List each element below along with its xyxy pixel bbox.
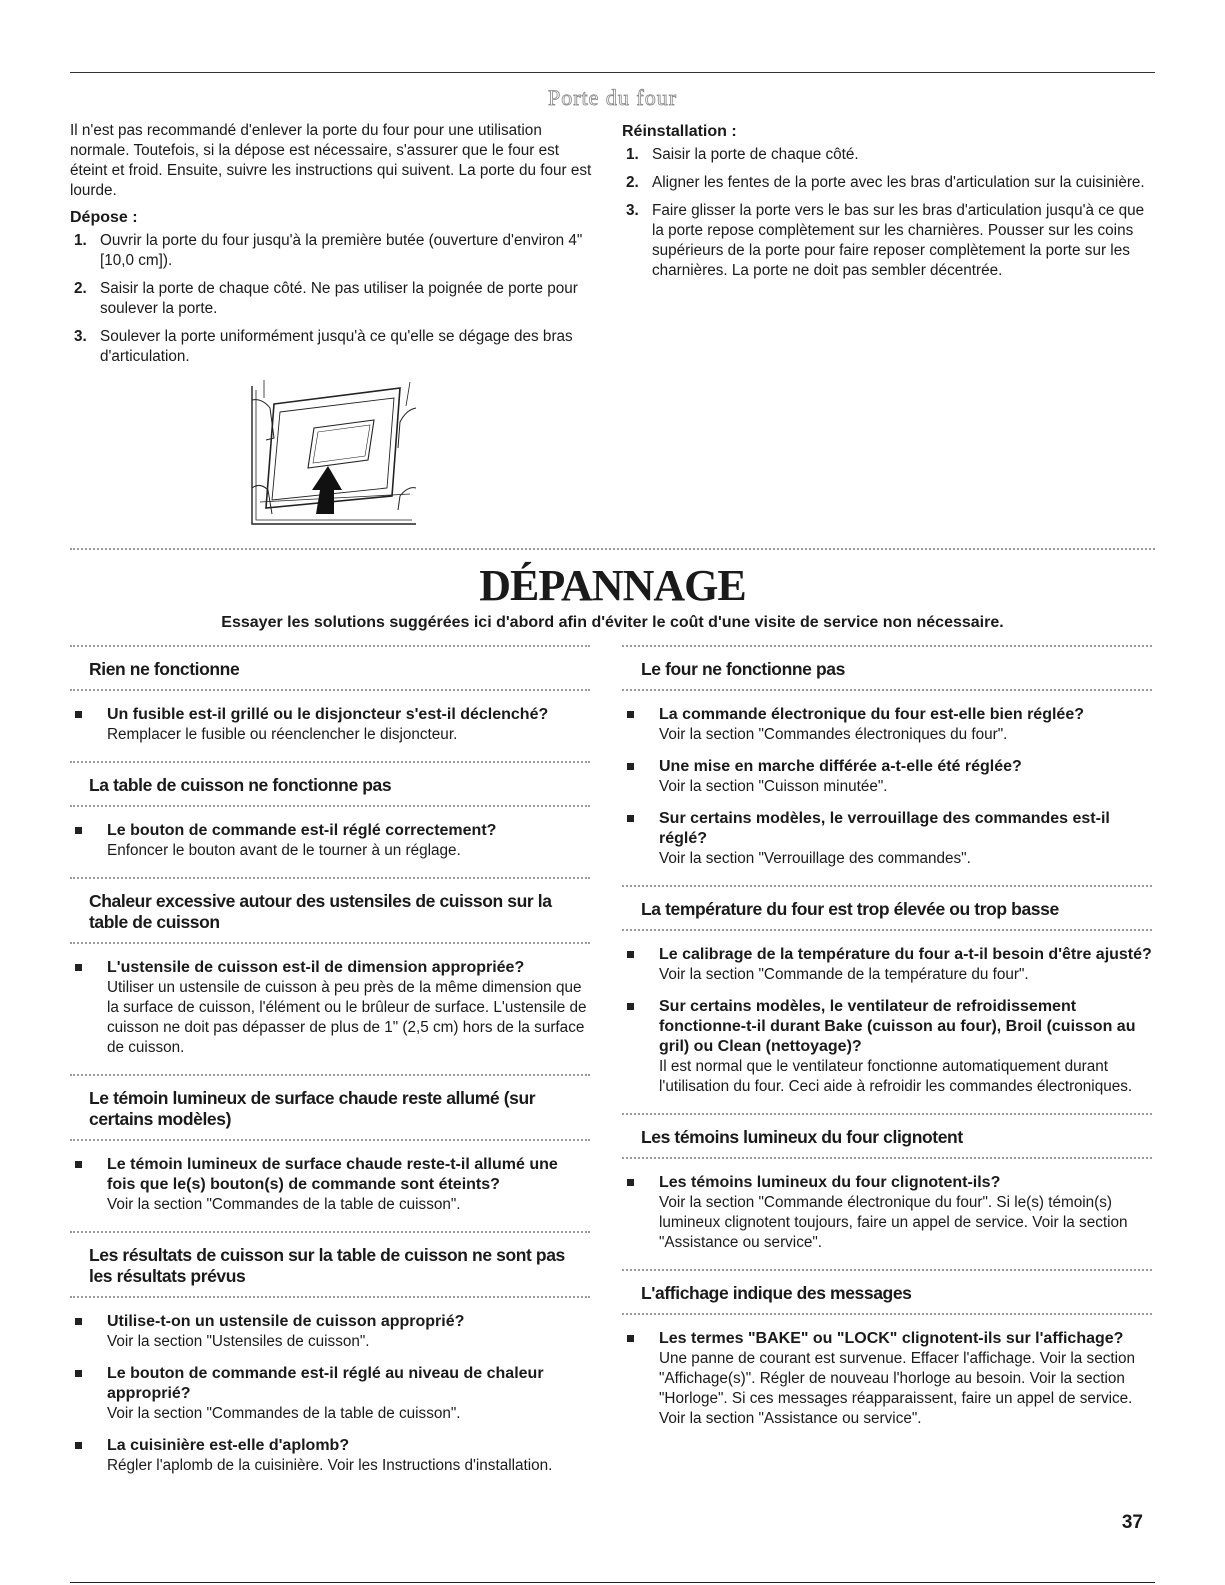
bullet-icon (75, 827, 82, 834)
door-right-column (622, 121, 1147, 289)
bullet-icon (75, 711, 82, 718)
removal-step: 2. Saisir la porte de chaque côté. Ne pas utiliser la poignée de porte pour soulever la porte. (74, 280, 578, 317)
ts-section-heading: Le four ne fonctionne pas (622, 645, 1152, 691)
ts-section-heading: La température du four est trop élevée ou trop basse (622, 885, 1152, 931)
troubleshooting-subtitle: Essayer les solutions suggérées ici d'abord afin d'éviter le coût d'une visite de service non nécessaire. (221, 614, 1004, 631)
reinstall-step: 2. Aligner les fentes de la porte avec les bras d'articulation sur la cuisinière. (626, 174, 1145, 191)
ts-section-heading: Le témoin lumineux de surface chaude reste allumé (sur certains modèles) (70, 1074, 590, 1141)
section-divider (70, 548, 1155, 550)
removal-heading: Dépose : (70, 209, 138, 226)
bullet-icon (627, 1003, 634, 1010)
top-rule (70, 72, 1155, 73)
removal-step: 1. Ouvrir la porte du four jusqu'à la première butée (ouverture d'environ 4" [10,0 cm]). (74, 232, 583, 269)
ts-section (622, 885, 1152, 1097)
ts-section (70, 761, 590, 861)
ts-item: Le calibrage de la température du four a-t-il besoin d'être ajusté? Voir la section "Commande de la température du four". (622, 945, 1152, 985)
ts-item: Un fusible est-il grillé ou le disjoncteur s'est-il déclenché? Remplacer le fusible ou réenclencher le disjoncteur. (70, 705, 590, 745)
reinstall-step: 3. Faire glisser la porte vers le bas sur les bras d'articulation jusqu'à ce que la porte repose complètement sur les charnières. Pousser sur les coins supérieurs de la porte pour faire reposer complètement la porte sur les charnières. La porte ne doit pas sembler décentrée. (626, 202, 1145, 279)
ts-item: Le bouton de commande est-il réglé au niveau de chaleur approprié? Voir la section "Commandes de la table de cuisson". (70, 1364, 590, 1424)
troubleshooting-title: DÉPANNAGE (479, 561, 746, 610)
ts-item: La cuisinière est-elle d'aplomb? Régler l'aplomb de la cuisinière. Voir les Instructions d'installation. (70, 1436, 590, 1476)
ts-section (622, 1113, 1152, 1253)
bullet-icon (75, 1318, 82, 1325)
ts-item: La commande électronique du four est-elle bien réglée? Voir la section "Commandes électroniques du four". (622, 705, 1152, 745)
door-intro: Il n'est pas recommandé d'enlever la porte du four pour une utilisation normale. Toutefois, si la dépose est nécessaire, s'assurer que le four est éteint et froid. Ensuite, suivre les instructions qui suivent. La porte du four est lourde. (70, 122, 592, 199)
ts-section-heading: Les résultats de cuisson sur la table de cuisson ne sont pas les résultats prévus (70, 1231, 590, 1298)
ts-item: Le bouton de commande est-il réglé correctement? Enfoncer le bouton avant de le tourner à un réglage. (70, 821, 590, 861)
oven-door-illustration (250, 378, 420, 526)
ts-section (70, 645, 590, 745)
ts-section (70, 877, 590, 1058)
bullet-icon (627, 815, 634, 822)
bullet-icon (627, 951, 634, 958)
bullet-icon (75, 1442, 82, 1449)
bullet-icon (627, 711, 634, 718)
ts-item: Une mise en marche différée a-t-elle été réglée? Voir la section "Cuisson minutée". (622, 757, 1152, 797)
ts-section-heading: Les témoins lumineux du four clignotent (622, 1113, 1152, 1159)
reinstall-step: 1. Saisir la porte de chaque côté. (626, 146, 859, 163)
ts-section-heading: Chaleur excessive autour des ustensiles de cuisson sur la table de cuisson (70, 877, 590, 944)
reinstall-heading: Réinstallation : (622, 123, 737, 140)
ts-section-heading: L'affichage indique des messages (622, 1269, 1152, 1315)
removal-step: 3. Soulever la porte uniformément jusqu'à ce qu'elle se dégage des bras d'articulation. (74, 328, 573, 365)
troubleshooting-left-column (70, 645, 590, 1492)
bullet-icon (627, 1179, 634, 1186)
ts-item: Les témoins lumineux du four clignotent-ils? Voir la section "Commande électronique du four". Si le(s) témoin(s) lumineux clignotent toujours, faire un appel de service. Voir la section "Assistance ou service". (622, 1173, 1152, 1253)
bullet-icon (627, 1335, 634, 1342)
ts-item: Utilise-t-on un ustensile de cuisson approprié? Voir la section "Ustensiles de cuisson". (70, 1312, 590, 1352)
section-title-door: Porte du four (547, 85, 678, 110)
ts-item: L'ustensile de cuisson est-il de dimension appropriée? Utiliser un ustensile de cuisson à peu près de la même dimension que la surface de cuisson, l'élément ou le brûleur de surface. L'ustensile de cuisson ne doit pas dépasser de plus de 1" (2,5 cm) hors de la surface de cuisson. (70, 958, 590, 1058)
bullet-icon (75, 1161, 82, 1168)
door-left-column (70, 121, 600, 375)
ts-section (622, 645, 1152, 869)
ts-item: Le témoin lumineux de surface chaude reste-t-il allumé une fois que le(s) bouton(s) de commande sont éteints? Voir la section "Commandes de la table de cuisson". (70, 1155, 590, 1215)
reinstall-steps (622, 145, 1147, 281)
ts-item: Sur certains modèles, le verrouillage des commandes est-il réglé? Voir la section "Verrouillage des commandes". (622, 809, 1152, 869)
ts-section (70, 1231, 590, 1476)
ts-item: Sur certains modèles, le ventilateur de refroidissement fonctionne-t-il durant Bake (cuisson au four), Broil (cuisson au gril) ou Clean (nettoyage)? Il est normal que le ventilateur fonctionne automatiquement durant l'utilisation du four. Ceci aide à refroidir les commandes électroniques. (622, 997, 1152, 1097)
bullet-icon (75, 1370, 82, 1377)
troubleshooting-right-column (622, 645, 1152, 1445)
ts-section (622, 1269, 1152, 1429)
page-number: 37 (1121, 1512, 1143, 1533)
ts-section-heading: La table de cuisson ne fonctionne pas (70, 761, 590, 807)
ts-section-heading: Rien ne fonctionne (70, 645, 590, 691)
ts-item: Les termes "BAKE" ou "LOCK" clignotent-ils sur l'affichage? Une panne de courant est survenue. Effacer l'affichage. Voir la section "Affichage(s)". Régler de nouveau l'horloge au besoin. Voir la section "Horloge". Si ces messages réapparaissent, faire un appel de service. Voir la section "Assistance ou service". (622, 1329, 1152, 1429)
ts-section (70, 1074, 590, 1215)
bottom-rule (70, 1582, 1155, 1583)
bullet-icon (75, 964, 82, 971)
removal-steps (70, 231, 600, 367)
bullet-icon (627, 763, 634, 770)
